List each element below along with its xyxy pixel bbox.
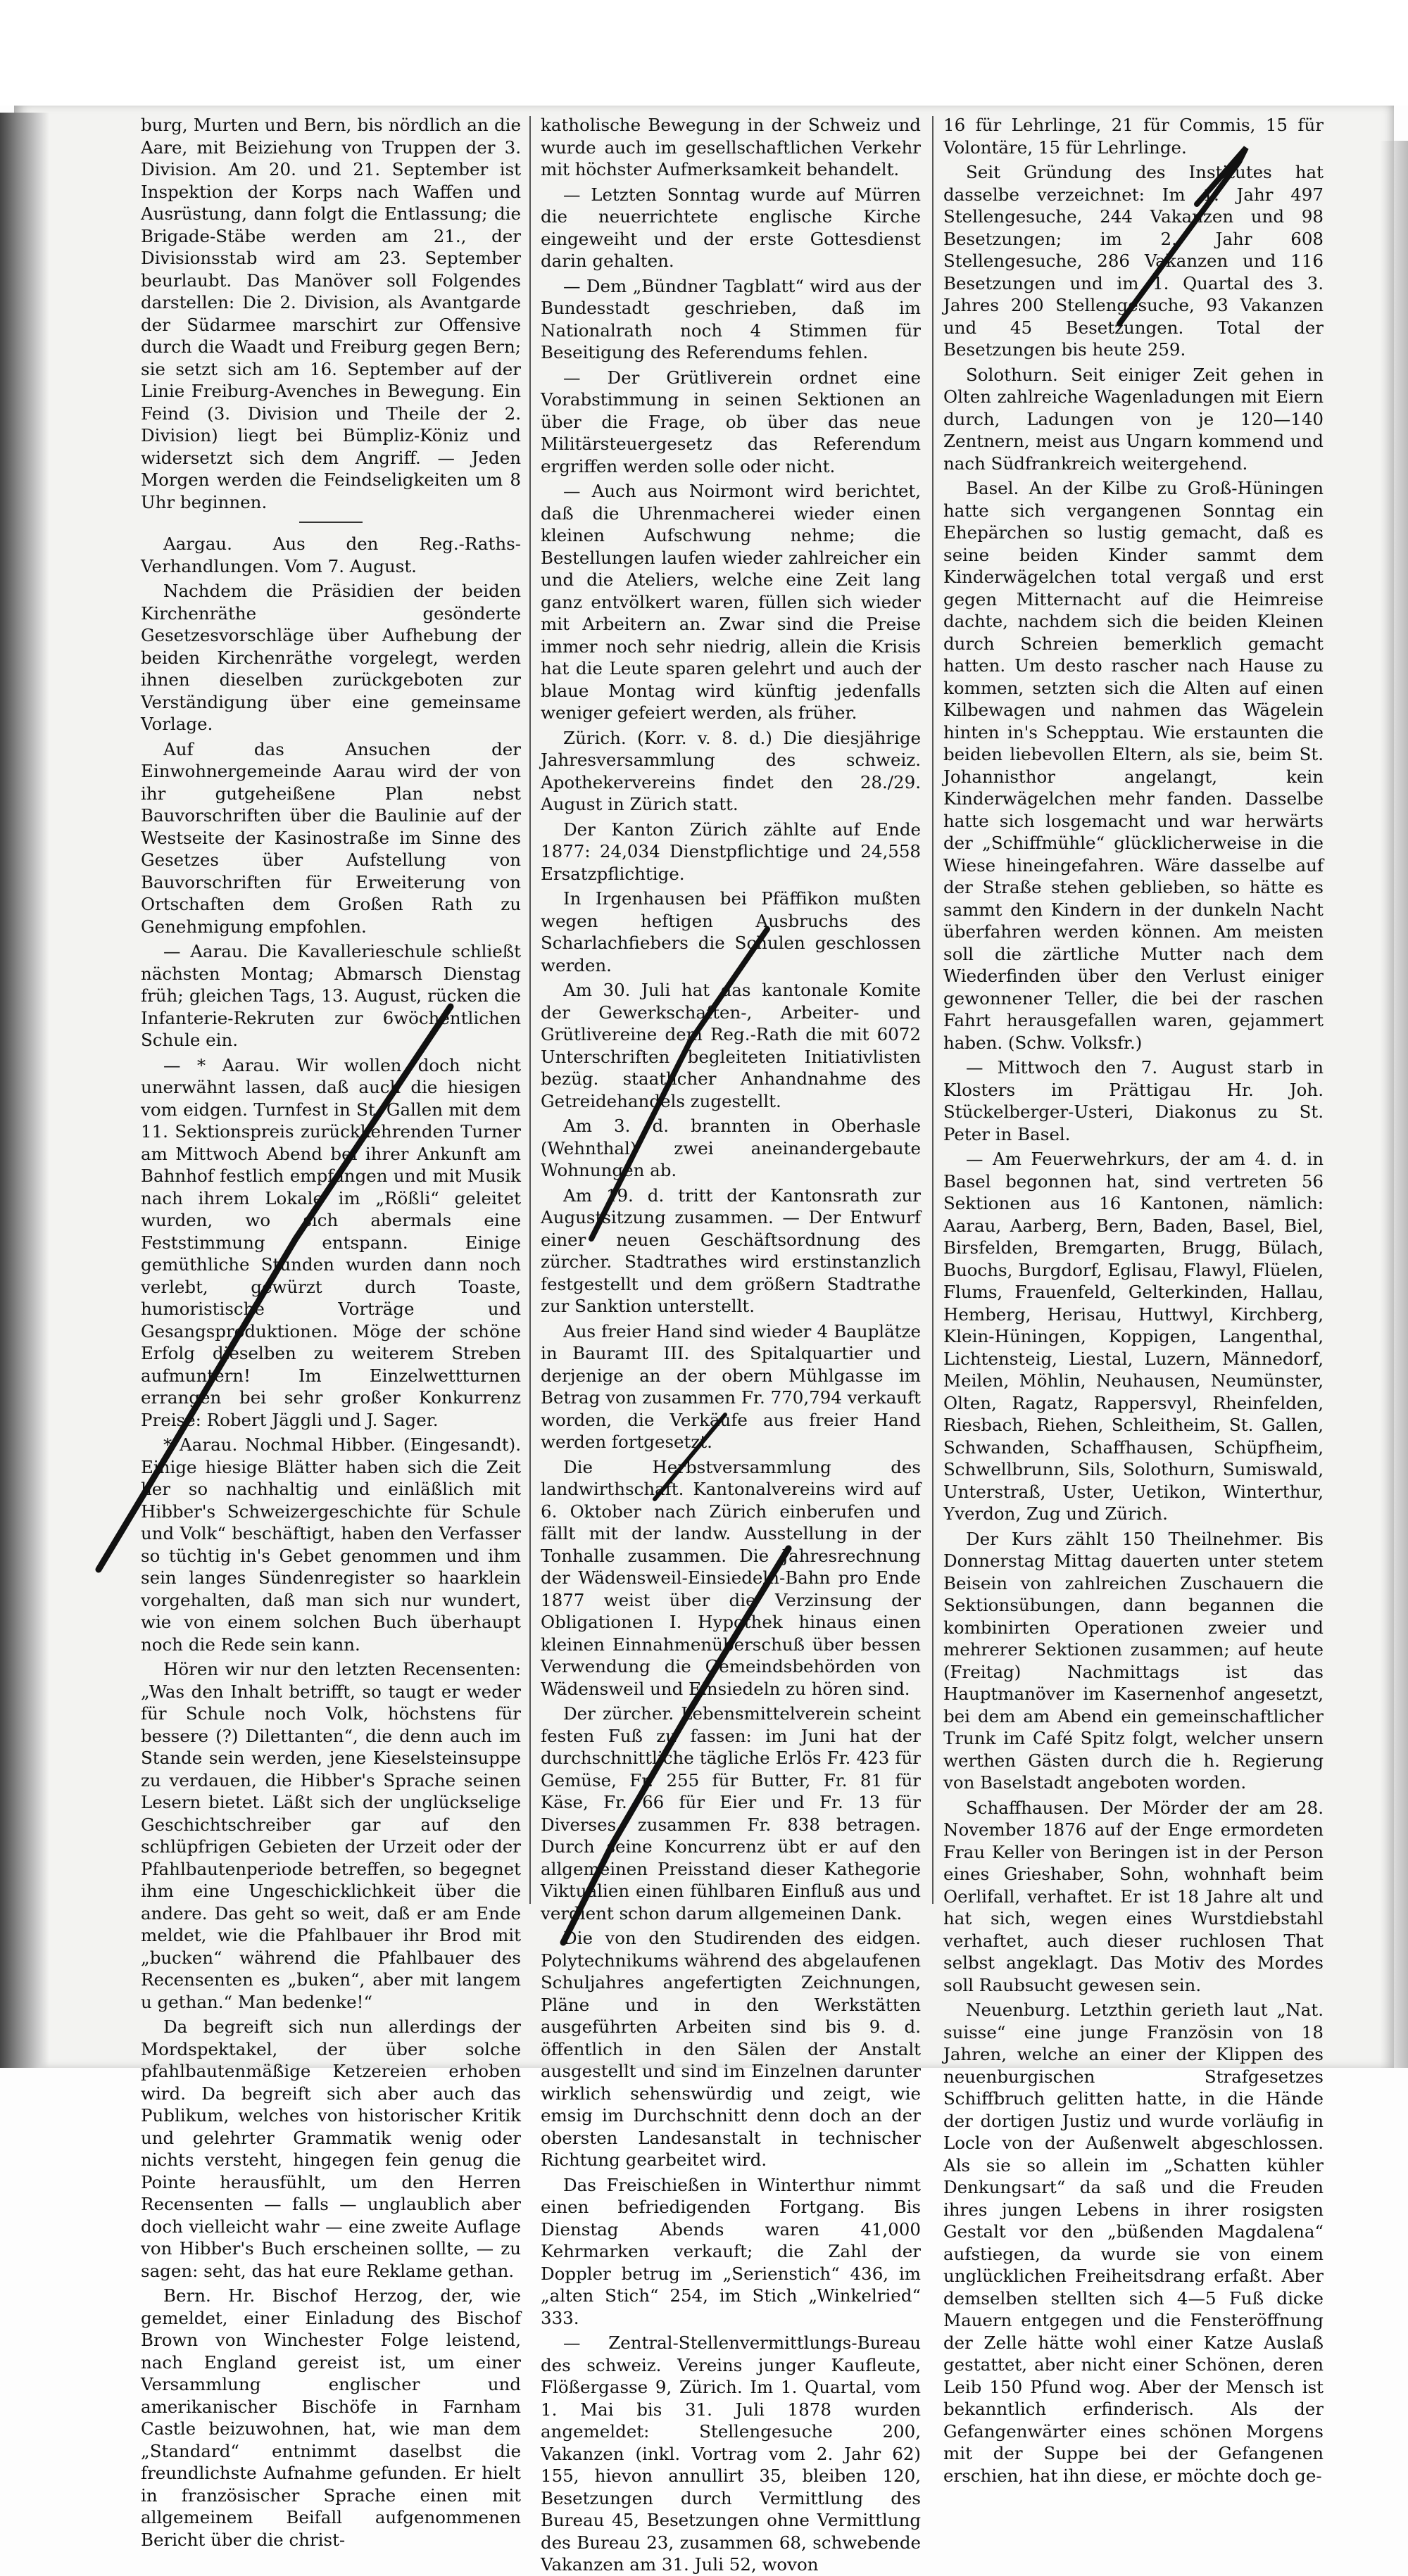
article-feuerwehrkurs: — Am Feuerwehrkurs, der am 4. d. in Basel begonnen hat, sind vertreten 56 Sektionen aus 16 Kantonen, nämlich: Aarau, Aarberg, Bern, Baden, Basel, Biel, Birsfelden, Bremgarten, Brugg, Bülach, Buochs, Burgdorf, Eglisau, Flawyl, Flüelen, Flums, Frauenfeld, Gelterkinden, Hallau, Hemberg, Herisau, Huttwyl, Kirchberg, Klein-Hüningen, Koppigen, Langenthal, Lichtensteig, Liestal, Luzern, Männedorf, Meilen, Möhlin, Neuhausen, Neumünster, Olten, Ragatz, Rappersvyl, Rheinfelden, Riesbach, Riehen, Schleitheim, St. Gallen, Schwanden, Schaffhausen, Schüpfheim, Schwellbrunn, Sils, Solothurn, Sumiswald, Unterstraß, Uster, Uetikon, Winterthur, Yverdon, Zug und Zürich.	[943, 1149, 1324, 1524]
page-edge	[1380, 141, 1408, 2068]
article-polytechnikum: Die von den Studirenden des eidgen. Polytechnikums während des abgelaufenen Schuljahres angefertigten Zeichnungen, Pläne und in den Werkstätten ausgeführten Arbeiten sind bis 9. d. öffentlich in den Sälen der Anstalt ausgestellt und sind im Einzelnen darunter wirklich sehenswürdig und zeigt, wie emsig im Durchschnitt denn doch an der obersten Landesanstalt in technischer Richtung gearbeitet wird.	[541, 1928, 921, 2170]
article-aargau-bauvorschriften: Auf das Ansuchen der Einwohnergemeinde Aarau wird der von ihr gutgeheißene Plan nebst Bauvorschriften über die Baulinie auf der Westseite der Kasinostraße im Sinne des Gesetzes über Aufstellung von Bauvorschriften für Erweiterung von Ortschaften dem Großen Rath zu Genehmigung empfohlen.	[141, 738, 521, 937]
article-zuerich-apotheker: Zürich. (Korr. v. 8. d.) Die diesjährige Jahresversammlung des schweiz. Apothekervereins findet den 28./29. August in Zürich statt.	[541, 727, 921, 814]
article-bern-continued: katholische Bewegung in der Schweiz und wurde auch im gesellschaftlichen Verkehr mit höchster Aufmerksamkeit behandelt.	[541, 115, 921, 179]
article-aarau-hibber: * Aarau. Nochmal Hibber. (Eingesandt). Einige hiesige Blätter haben sich die Zeit her so nachhaltig und einläßlich mit Hibber's Schweizergeschichte für Schule und Volk“ beschäftigt, haben den Verfasser so tüchtig in's Gebet genommen und ihm sein langes Sündenregister so haarklein vorgehalten, daß man sich nur wundert, wie von einem solchen Buch überhaupt noch die Rede sein kann.	[141, 1434, 521, 1655]
article-zuerich-dienstpflichtige: Der Kanton Zürich zählte auf Ende 1877: 24,034 Dienstpflichtige und 24,558 Ersatzpflichtige.	[541, 819, 921, 884]
article-stellenvermittlung: — Zentral-Stellenvermittlungs-Bureau des schweiz. Vereins junger Kaufleute, Flößergasse 9, Zürich. Im 1. Quartal, vom 1. Mai bis 31. Juli 1878 wurden angemeldet: Stellengesuche 200, Vakanzen (inkl. Vortrag vom 2. Jahr 62) 155, hievon annullirt 35, bleiben 120, Besetzungen durch Vermittlung des Bureau 45, Besetzungen ohne Vermittlung des Bureau 23, zusammen 68, schwebende Vakanzen am 31. Juli 52, wovon	[541, 2332, 921, 2575]
article-kurs-teilnehmer: Der Kurs zählt 150 Theilnehmer. Bis Donnerstag Mittag dauerten unter stetem Beisein von zahlreichen Zuschauern die Sektionsübungen, dann begannen die kombinirten Operationen zweier und mehrerer Sektionen zusammen; auf heute (Freitag) Nachmittags ist das Hauptmanöver im Kasernenhof angesetzt, bei dem am Abend ein gemeinschaftlicher Trunk im Café Spitz folgt, welcher unsern werthen Gästen durch die h. Regierung von Baselstadt angeboten worden.	[943, 1528, 1324, 1793]
column-1	[141, 114, 521, 2550]
article-aargau-heading: Aargau. Aus den Reg.-Raths-Verhandlungen. Vom 7. August.	[141, 533, 521, 576]
column-divider	[529, 116, 531, 1904]
article-freischiessen: Das Freischießen in Winterthur nimmt einen befriedigenden Fortgang. Bis Dienstag Abends waren 41,000 Kehrmarken verkauft; die Zahl der Doppler betrug im „Serienstich“ 436, im „alten Stich“ 254, im Stich „Winkelried“ 333.	[541, 2174, 921, 2328]
article-noirmont: — Auch aus Noirmont wird berichtet, daß die Uhrenmacherei wieder einen kleinen Aufschwung nehme; die Bestellungen laufen wieder zahlreicher ein und die Ateliers, welche eine Zeit lang ganz entvölkert waren, füllen sich wieder mit Arbeitern an. Zwar sind die Preise immer noch sehr niedrig, allein die Krisis hat die Leute sparen gelehrt und auch der blaue Montag wird künftig jedenfalls weniger gefeiert werden, als früher.	[541, 481, 921, 723]
article-kantonsrath: Am 19. d. tritt der Kantonsrath zur Augustsitzung zusammen. — Der Entwurf einer neuen Geschäftsordnung des zürcher. Stadtrathes wird erstinstanzlich festgestellt und dem größern Stadtrathe zur Sanktion unterstellt.	[541, 1185, 921, 1316]
article-schaffhausen: Schaffhausen. Der Mörder der am 28. November 1876 auf der Enge ermordeten Frau Keller von Beringen ist in der Person eines Grieshaber, Sohn, wohnhaft beim Oerlifall, verhaftet. Er ist 18 Jahre alt und hat sich, wegen eines Wurstdiebstahl verhaftet, auch dieser ruchlosen That selbst angeklagt. Das Motiv des Mordes soll Raubsucht gewesen sein.	[943, 1797, 1324, 1995]
article-hibber-recensent: Hören wir nur den letzten Recensenten: „Was den Inhalt betrifft, so taugt er weder für Schule noch Volk, höchstens für bessere (?) Dilettanten“, die denn auch im Stande sein werden, jene Kieselsteinsuppe zu verdauen, die Hibber's Sprache seinen Lesern bietet. Läßt sich der unglückselige Geschichtschreiber gar auf den schlüpfrigen Gebieten der Urzeit oder der Pfahlbautenperiode betreffen, so begegnet ihm eine Ungeschicklichkeit über die andere. Das geht so weit, daß er am Ende meldet, wie die Pfahlbauer ihr Brod mit „bucken“ während die Pfahlbauer des Recensenten es „buken“, aber mit langem u gethan.“ Man bedenke!“	[141, 1659, 521, 2012]
column-divider	[932, 116, 934, 1904]
article-herbstversammlung: Die Herbstversammlung des landwirthschaft. Kantonalvereins wird auf 6. Oktober nach Zürich einberufen und fällt mit der landw. Ausstellung in der Tonhalle zusammen. Die Jahresrechnung der Wädensweil-Einsiedeln-Bahn pro Ende 1877 weist über die Verzinsung der Obligationen I. Hypothek hinaus einen kleinen Einnahmenüberschuß über bessen Verwendung die Gemeindsbehörden von Wädensweil und Einsiedeln zu hören sind.	[541, 1456, 921, 1699]
scan-top-margin	[0, 0, 1408, 106]
article-gruetliverein: — Der Grütliverein ordnet eine Vorabstimmung in seinen Sektionen an über die Frage, ob über das neue Militärsteuergesetz das Referendum ergriffen werden solle oder nicht.	[541, 367, 921, 476]
article-lebensmittelverein: Der zürcher. Lebensmittelverein scheint festen Fuß zu fassen: im Juni hat der durchschnittliche tägliche Erlös Fr. 423 für Gemüse, Fr. 255 für Butter, Fr. 81 für Käse, Fr. 66 für Eier und Fr. 13 für Diverses, zusammen Fr. 838 betragen. Durch seine Koncurrenz übt er auf den allgemeinen Preisstand dieser Kathegorie Viktualien einen fühlbaren Einfluß aus und verdient schon darum allgemeinen Dank.	[541, 1703, 921, 1924]
binding-shadow	[0, 113, 49, 2068]
article-oberhasle-brand: Am 3. d. brannten in Oberhasle (Wehnthal) zwei aneinandergebaute Wohnungen ab.	[541, 1116, 921, 1180]
article-aargau-kirchenraethe: Nachdem die Präsidien der beiden Kirchenräthe gesönderte Gesetzesvorschläge über Aufhebung der beiden Kirchenräthe vorgelegt, werden ihnen dieselben zurückgeboten zur Verständigung über eine gemeinsame Vorlage.	[141, 581, 521, 734]
column-2	[541, 114, 921, 2575]
article-hibber-reklame: Da begreift sich nun allerdings der Mordspektakel, der über solche pfahlbautenmäßige Ketzereien erhoben wird. Da begreift sich aber auch das Publikum, welches von historischer Kritik und gelehrter Grammatik wenig oder nichts versteht, hingegen fein genug die Pointe herausfühlt, um den Herren Recensenten — falls — unglaublich aber doch vielleicht wahr — eine zweite Auflage von Hibber's Buch erscheinen sollte, — zu sagen: seht, das hat eure Reklame gethan.	[141, 2016, 521, 2281]
article-neuenburg: Neuenburg. Letzthin gerieth laut „Nat. suisse“ eine junge Französin von 18 Jahren, welche an einer der Klippen des neuenburgischen Strafgesetzes Schiffbruch gelitten hatte, in die Hände der dortigen Justiz und wurde vorläufig in Locle von der Außenwelt abgeschlossen. Als sie so allein im „Schatten kühler Denkungsart“ da saß und die Freuden ihres jungen Lebens in ihrer rosigsten Gestalt vor den „büßenden Magdalena“ aufstiegen, da wurde sie von einem unglücklichen Freiheitsdrang erfaßt. Aber demselben stellten sich 4—5 Fuß dicke Mauern entgegen und die Fensteröffnung der Zelle hätte wohl einer Katze Auslaß gestattet, aber nicht einer Schönen, deren Leib 150 Pfund wog. Aber der Mensch ist bekanntlich erfinderisch. Als der Gefangenwärter eines schönen Morgens mit der Suppe bei der Gefangenen erschien, hat ihn diese, er möchte doch ge-	[943, 2000, 1324, 2486]
article-aarau-turnfest: — * Aarau. Wir wollen doch nicht unerwähnt lassen, daß auch die hiesigen vom eidgen. Turnfest in St. Gallen mit dem 11. Sektionspreis zurückkehrenden Turner am Mittwoch Abend bei ihrer Ankunft am Bahnhof festlich empfangen und mit Musik nach ihrem Lokale im „Rößli“ geleitet wurden, wo sich abermals eine Feststimmung entspann. Einige gemüthliche Stunden wurden dann noch verlebt, gewürzt durch Toaste, humoristische Vorträge und Gesangsproduktionen. Möge der schöne Erfolg dieselben zu weiterem Streben aufmuntern! Im Einzelwettturnen errangen bei sehr großer Konkurrenz Preise: Robert Jäggli und J. Sager.	[141, 1054, 521, 1430]
article-solothurn: Solothurn. Seit einiger Zeit gehen in Olten zahlreiche Wagenladungen mit Eiern durch, Ladungen von je 120—140 Zentnern, meist aus Ungarn kommend und nach Südfrankreich weitergehend.	[943, 364, 1324, 474]
separator-rule	[299, 522, 363, 523]
article-komite-getreide: Am 30. Juli hat das kantonale Komite der Gewerkschaften-, Arbeiter- und Grütlivereine dem Reg.-Rath die mit 6072 Unterschriften begleiteten Initiativlisten bezüg. staatlicher Anhandnahme des Getreidehandels zugestellt.	[541, 980, 921, 1111]
article-institut-statistik: Seit Gründung des Institutes hat dasselbe verzeichnet: Im 1. Jahr 497 Stellengesuche, 244 Vakanzen und 98 Besetzungen; im 2. Jahr 608 Stellengesuche, 286 Vakanzen und 116 Besetzungen und im 1. Quartal des 3. Jahres 200 Stellengesuche, 93 Vakanzen und 45 Besetzungen. Total der Besetzungen bis heute 259.	[943, 162, 1324, 360]
article-basel-nekrolog: — Mittwoch den 7. August starb in Klosters im Prättigau Hr. Joh. Stückelberger-Usteri, Diakonus zu St. Peter in Basel.	[943, 1057, 1324, 1144]
column-3	[943, 114, 1324, 2486]
article-aarau-kavallerieschule: — Aarau. Die Kavallerieschule schließt nächsten Montag; Abmarsch Dienstag früh; gleichen Tags, 13. August, rücken die Infanterie-Rekruten zur 6wöchentlichen Schule ein.	[141, 941, 521, 1050]
article-referendum: — Dem „Bündner Tagblatt“ wird aus der Bundesstadt geschrieben, daß im Nationalrath noch 4 Stimmen für Beseitigung des Referendums fehlen.	[541, 275, 921, 362]
article-basel-kilbe: Basel. An der Kilbe zu Groß-Hüningen hatte sich vergangenen Sonntag ein Ehepärchen so lustig gemacht, daß es seine beiden Kinder sammt dem Kinderwägelchen total vergaß und erst gegen Mitternacht auf die Heimreise dachte, nachdem sich die beiden Kleinen durch Schreien bemerklich gemacht hatten. Um desto rascher nach Hause zu kommen, setzten sich die Alten auf einen Kilbewagen und nahmen das Wägelein hinten in's Schepptau. Wie erstaunten die beiden liebevollen Eltern, als sie, beim St. Johannisthor angelangt, kein Kinderwägelchen mehr fanden. Dasselbe hatte sich losgemacht und war herwärts der „Schiffmühle“ glücklicherweise in die Wiese hineingefahren. Wäre dasselbe auf der Straße stehen geblieben, so hätte es sammt den Kindern in der dunkeln Nacht überfahren werden können. Am meisten soll die zärtliche Mutter nach dem Wiederfinden über den Verlust einiger gewonnener Teller, die bei der raschen Fahrt herausgefallen waren, gejammert haben. (Schw. Volksfr.)	[943, 478, 1324, 1053]
article-stellenvermittlung-continued: 16 für Lehrlinge, 21 für Commis, 15 für Volontäre, 15 für Lehrlinge.	[943, 115, 1324, 158]
article-irgenhausen: In Irgenhausen bei Pfäffikon mußten wegen heftigen Ausbruchs des Scharlachfiebers die Schulen geschlossen werden.	[541, 888, 921, 976]
article-bern-bischof: Bern. Hr. Bischof Herzog, der, wie gemeldet, einer Einladung des Bischof Brown von Winchester Folge leistend, nach England gereist ist, um einer Versammlung englischer und amerikanischer Bischöfe in Farnham Castle beizuwohnen, hat, wie man dem „Standard“ entnimmt daselbst die freundlichste Aufnahme gefunden. Er hielt in französischer Sprache einen mit allgemeinem Beifall aufgenommenen Bericht über die christ-	[141, 2285, 521, 2550]
article-muerren-kirche: — Letzten Sonntag wurde auf Mürren die neuerrichtete englische Kirche eingeweiht und der erste Gottesdienst darin gehalten.	[541, 184, 921, 271]
article-manoeuvre-continued: burg, Murten und Bern, bis nördlich an die Aare, mit Beiziehung von Truppen der 3. Division. Am 20. und 21. September ist Inspektion der Korps nach Waffen und Ausrüstung, dann folgt die Entlassung; die Brigade-Stäbe werden am 21., der Divisionsstab wird am 23. September beurlaubt. Das Manöver soll Folgendes darstellen: Die 2. Division, als Avantgarde der Südarmee marschirt zur Offensive durch die Waadt und Freiburg gegen Bern; sie setzt sich am 16. September auf der Linie Freiburg-Avenches in Bewegung. Ein Feind (3. Division und Theile der 2. Division) liegt bei Bümpliz-Köniz und widersetzt sich dem Angriff. — Jeden Morgen werden die Feindseligkeiten um 8 Uhr beginnen.	[141, 115, 521, 512]
article-bauplaetze: Aus freier Hand sind wieder 4 Bauplätze in Bauramt III. des Spitalquartier und derjenige an der obern Mühlgasse im Betrag von zusammen Fr. 770,794 verkauft worden, die Verkäufe aus freier Hand werden fortgesetzt.	[541, 1320, 921, 1452]
